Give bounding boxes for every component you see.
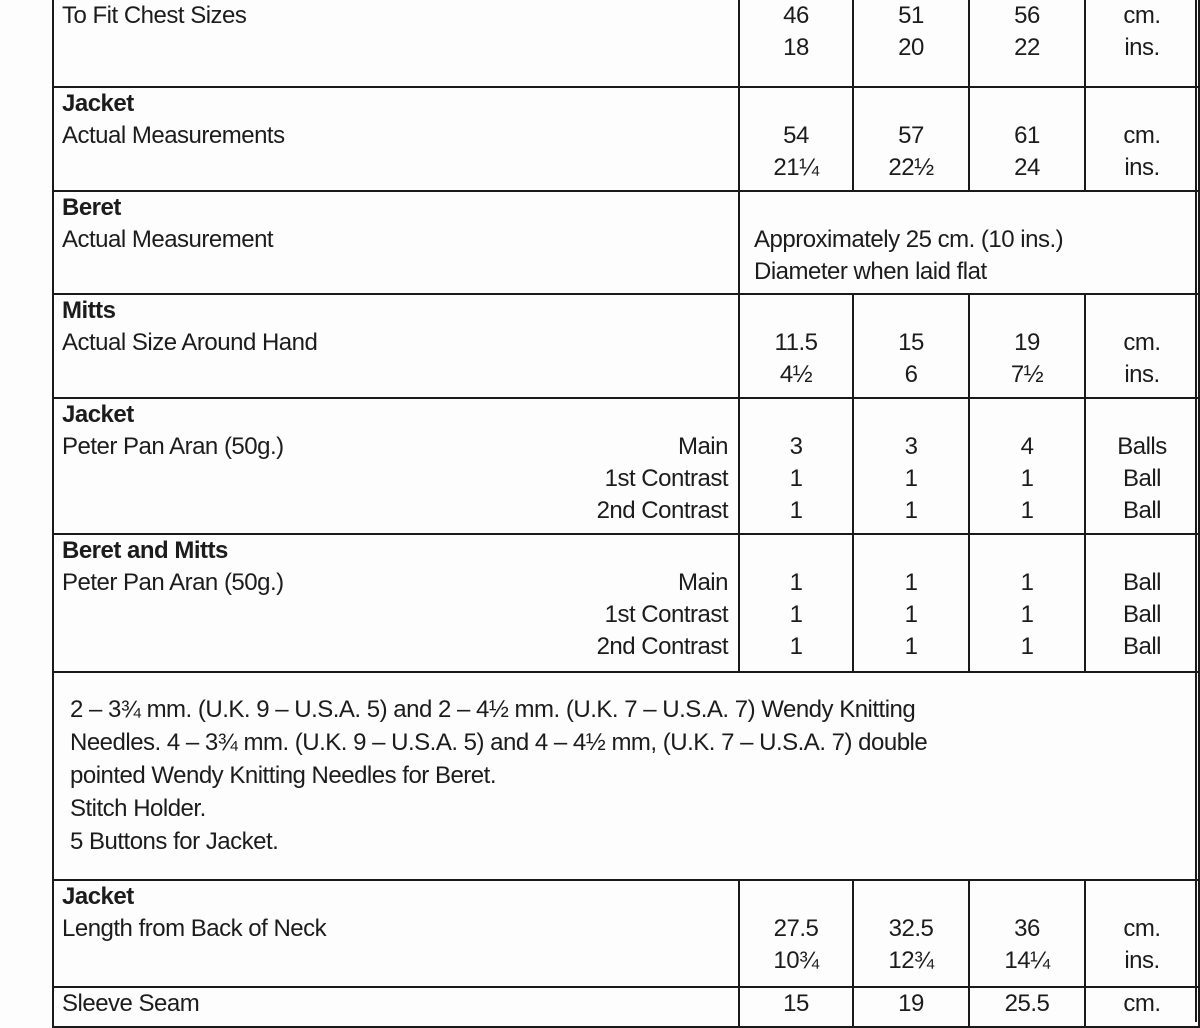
jacket-yarn-value: 1 bbox=[904, 497, 918, 524]
jacket-unit-cm: cm. bbox=[1123, 122, 1161, 149]
beret-mitts-value: 1 bbox=[789, 601, 803, 628]
jacket-yarn-heading: Jacket bbox=[62, 401, 134, 428]
jacket-size-3 bbox=[969, 87, 1085, 191]
size-3-cm: 56 bbox=[1014, 2, 1040, 29]
beret-mitts-units bbox=[1085, 534, 1199, 672]
jacket-yarn-cell bbox=[53, 398, 739, 534]
beret-mitts-value: 1 bbox=[1020, 601, 1034, 628]
mitts-units bbox=[1085, 294, 1199, 398]
beret-mitts-size-1 bbox=[739, 534, 853, 672]
jacket-yarn-size-1 bbox=[739, 398, 853, 534]
unit-cm: cm. bbox=[1123, 2, 1161, 29]
beret-mitts-size-3 bbox=[969, 534, 1085, 672]
row-beret-measurement bbox=[53, 191, 1199, 294]
pattern-spec-table bbox=[52, 0, 1200, 1028]
beret-mitts-size-2 bbox=[853, 534, 969, 672]
jacket-size-1 bbox=[739, 87, 853, 191]
beret-mitts-value: 1 bbox=[789, 569, 803, 596]
jacket-length-ins: 10¾ bbox=[773, 947, 819, 974]
needles-line-2: Needles. 4 – 3¾ mm. (U.K. 9 – U.S.A. 5) and 4 – 4½ mm, (U.K. 7 – U.S.A. 7) double bbox=[70, 729, 928, 756]
mitts-size-1-cm: 11.5 bbox=[774, 329, 818, 356]
beret-mitts-value: 1 bbox=[904, 569, 918, 596]
jacket-yarn-name: Peter Pan Aran (50g.) bbox=[62, 433, 284, 460]
jacket-yarn-value: 3 bbox=[904, 433, 918, 460]
needles-line-1: 2 – 3¾ mm. (U.K. 9 – U.S.A. 5) and 2 – 4½ mm. (U.K. 7 – U.S.A. 7) Wendy Knitting bbox=[70, 696, 916, 723]
beret-measure-cell bbox=[53, 191, 739, 294]
jacket-yarn-value: 1 bbox=[904, 465, 918, 492]
unit-ins: ins. bbox=[1124, 34, 1160, 61]
jacket-unit-ins: ins. bbox=[1124, 154, 1160, 181]
row-needles bbox=[53, 672, 1199, 880]
beret-mitts-value: 1 bbox=[789, 633, 803, 660]
jacket-yarn-row-contrast-2 bbox=[62, 495, 738, 527]
jacket-yarn-row-contrast-1 bbox=[62, 463, 738, 495]
mitts-size-3-ins: 7½ bbox=[1010, 361, 1044, 388]
size-2-ins: 20 bbox=[898, 34, 924, 61]
row-jacket-measurements bbox=[53, 87, 1199, 191]
jacket-colour-contrast-1: 1st Contrast bbox=[604, 465, 728, 492]
beret-mitts-value: 1 bbox=[904, 601, 918, 628]
mitts-measure-label: Actual Size Around Hand bbox=[62, 329, 318, 356]
mitts-size-3-cm: 19 bbox=[1014, 329, 1040, 356]
mitts-unit-ins: ins. bbox=[1124, 361, 1160, 388]
jacket-size-1-ins: 21¼ bbox=[773, 154, 819, 181]
beret-mitts-colour-main: Main bbox=[677, 569, 728, 596]
sleeve-seam-unit: cm. bbox=[1085, 987, 1199, 1027]
jacket-length-units bbox=[1085, 880, 1199, 987]
beret-mitts-unit: Ball bbox=[1122, 569, 1162, 596]
beret-mitts-yarn-row-main bbox=[62, 567, 738, 599]
mitts-size-2-ins: 6 bbox=[904, 361, 918, 388]
mitts-measure-cell bbox=[53, 294, 739, 398]
beret-mitts-unit: Ball bbox=[1122, 601, 1162, 628]
beret-note-cell bbox=[739, 191, 1199, 294]
row-beret-mitts-yarn bbox=[53, 534, 1199, 672]
jacket-size-3-cm: 61 bbox=[1014, 122, 1040, 149]
jacket-yarn-unit: Ball bbox=[1122, 497, 1162, 524]
jacket-yarn-size-3 bbox=[969, 398, 1085, 534]
mitts-size-3 bbox=[969, 294, 1085, 398]
sleeve-seam-size-1: 15 bbox=[739, 987, 853, 1027]
jacket-yarn-unit: Balls bbox=[1117, 433, 1167, 460]
beret-mitts-yarn-cell bbox=[53, 534, 739, 672]
beret-note-line-2: Diameter when laid flat bbox=[754, 258, 987, 285]
sleeve-seam-size-2: 19 bbox=[853, 987, 969, 1027]
needles-cell bbox=[53, 672, 1199, 880]
row-chest-sizes bbox=[53, 0, 1199, 87]
jacket-length-ins: 12¾ bbox=[888, 947, 934, 974]
row-mitts-measurement bbox=[53, 294, 1199, 398]
jacket-yarn-value: 1 bbox=[789, 465, 803, 492]
jacket-length-size-2 bbox=[853, 880, 969, 987]
size-1-ins: 18 bbox=[783, 34, 809, 61]
jacket-heading: Jacket bbox=[62, 90, 134, 117]
jacket-size-2-cm: 57 bbox=[898, 122, 924, 149]
size-3-cell bbox=[969, 0, 1085, 87]
jacket-yarn-value: 3 bbox=[789, 433, 803, 460]
mitts-heading: Mitts bbox=[62, 297, 116, 324]
size-1-cell bbox=[739, 0, 853, 87]
jacket-size-3-ins: 24 bbox=[1014, 154, 1040, 181]
beret-mitts-colour-contrast-2: 2nd Contrast bbox=[596, 633, 728, 660]
row-jacket-yarn bbox=[53, 398, 1199, 534]
jacket-yarn-value: 4 bbox=[1020, 433, 1034, 460]
jacket-size-2-ins: 22½ bbox=[888, 154, 934, 181]
jacket-yarn-units bbox=[1085, 398, 1199, 534]
mitts-size-2-cm: 15 bbox=[898, 329, 924, 356]
beret-heading: Beret bbox=[62, 194, 121, 221]
jacket-yarn-value: 1 bbox=[1020, 497, 1034, 524]
jacket-length-ins: 14¼ bbox=[1004, 947, 1050, 974]
beret-mitts-colour-contrast-1: 1st Contrast bbox=[604, 601, 728, 628]
beret-note-line-1: Approximately 25 cm. (10 ins.) bbox=[754, 226, 1064, 253]
jacket-length-label: Length from Back of Neck bbox=[62, 915, 327, 942]
size-2-cm: 51 bbox=[898, 2, 924, 29]
jacket-size-1-cm: 54 bbox=[783, 122, 809, 149]
jacket-yarn-value: 1 bbox=[789, 497, 803, 524]
beret-mitts-value: 1 bbox=[1020, 633, 1034, 660]
jacket-yarn-value: 1 bbox=[1020, 465, 1034, 492]
beret-mitts-value: 1 bbox=[904, 633, 918, 660]
row-sleeve-seam bbox=[53, 987, 1199, 1027]
jacket-length-cell bbox=[53, 880, 739, 987]
sleeve-seam-label: Sleeve Seam bbox=[53, 987, 739, 1027]
sleeve-seam-size-3: 25.5 bbox=[969, 987, 1085, 1027]
jacket-measure-cell bbox=[53, 87, 739, 191]
row-jacket-length bbox=[53, 880, 1199, 987]
jacket-size-2 bbox=[853, 87, 969, 191]
jacket-length-size-1 bbox=[739, 880, 853, 987]
jacket-length-cm: 27.5 bbox=[773, 915, 819, 942]
jacket-length-unit-cm: cm. bbox=[1123, 915, 1161, 942]
beret-mitts-value: 1 bbox=[1020, 569, 1034, 596]
jacket-length-heading: Jacket bbox=[62, 883, 134, 910]
beret-mitts-yarn-name: Peter Pan Aran (50g.) bbox=[62, 569, 284, 596]
size-1-cm: 46 bbox=[783, 2, 809, 29]
beret-mitts-yarn-row-contrast-1 bbox=[62, 599, 738, 631]
jacket-colour-main: Main bbox=[677, 433, 728, 460]
jacket-length-cm: 32.5 bbox=[888, 915, 934, 942]
needles-line-5: 5 Buttons for Jacket. bbox=[70, 828, 279, 855]
unit-cell bbox=[1085, 0, 1199, 87]
jacket-measure-label: Actual Measurements bbox=[62, 122, 285, 149]
mitts-size-2 bbox=[853, 294, 969, 398]
beret-measure-label: Actual Measurement bbox=[62, 226, 274, 253]
jacket-colour-contrast-2: 2nd Contrast bbox=[596, 497, 728, 524]
jacket-yarn-unit: Ball bbox=[1122, 465, 1162, 492]
beret-mitts-yarn-row-contrast-2 bbox=[62, 631, 738, 663]
jacket-length-size-3 bbox=[969, 880, 1085, 987]
jacket-length-cm: 36 bbox=[1014, 915, 1040, 942]
mitts-size-1-ins: 4½ bbox=[779, 361, 813, 388]
needles-line-3: pointed Wendy Knitting Needles for Beret. bbox=[70, 762, 496, 789]
needles-line-4: Stitch Holder. bbox=[70, 795, 206, 822]
jacket-length-unit-ins: ins. bbox=[1124, 947, 1160, 974]
mitts-unit-cm: cm. bbox=[1123, 329, 1161, 356]
jacket-yarn-size-2 bbox=[853, 398, 969, 534]
jacket-units bbox=[1085, 87, 1199, 191]
chest-sizes-label: To Fit Chest Sizes bbox=[53, 0, 739, 87]
beret-mitts-heading: Beret and Mitts bbox=[62, 537, 228, 564]
jacket-yarn-row-main bbox=[62, 431, 738, 463]
size-2-cell bbox=[853, 0, 969, 87]
size-3-ins: 22 bbox=[1014, 34, 1040, 61]
mitts-size-1 bbox=[739, 294, 853, 398]
beret-mitts-unit: Ball bbox=[1122, 633, 1162, 660]
